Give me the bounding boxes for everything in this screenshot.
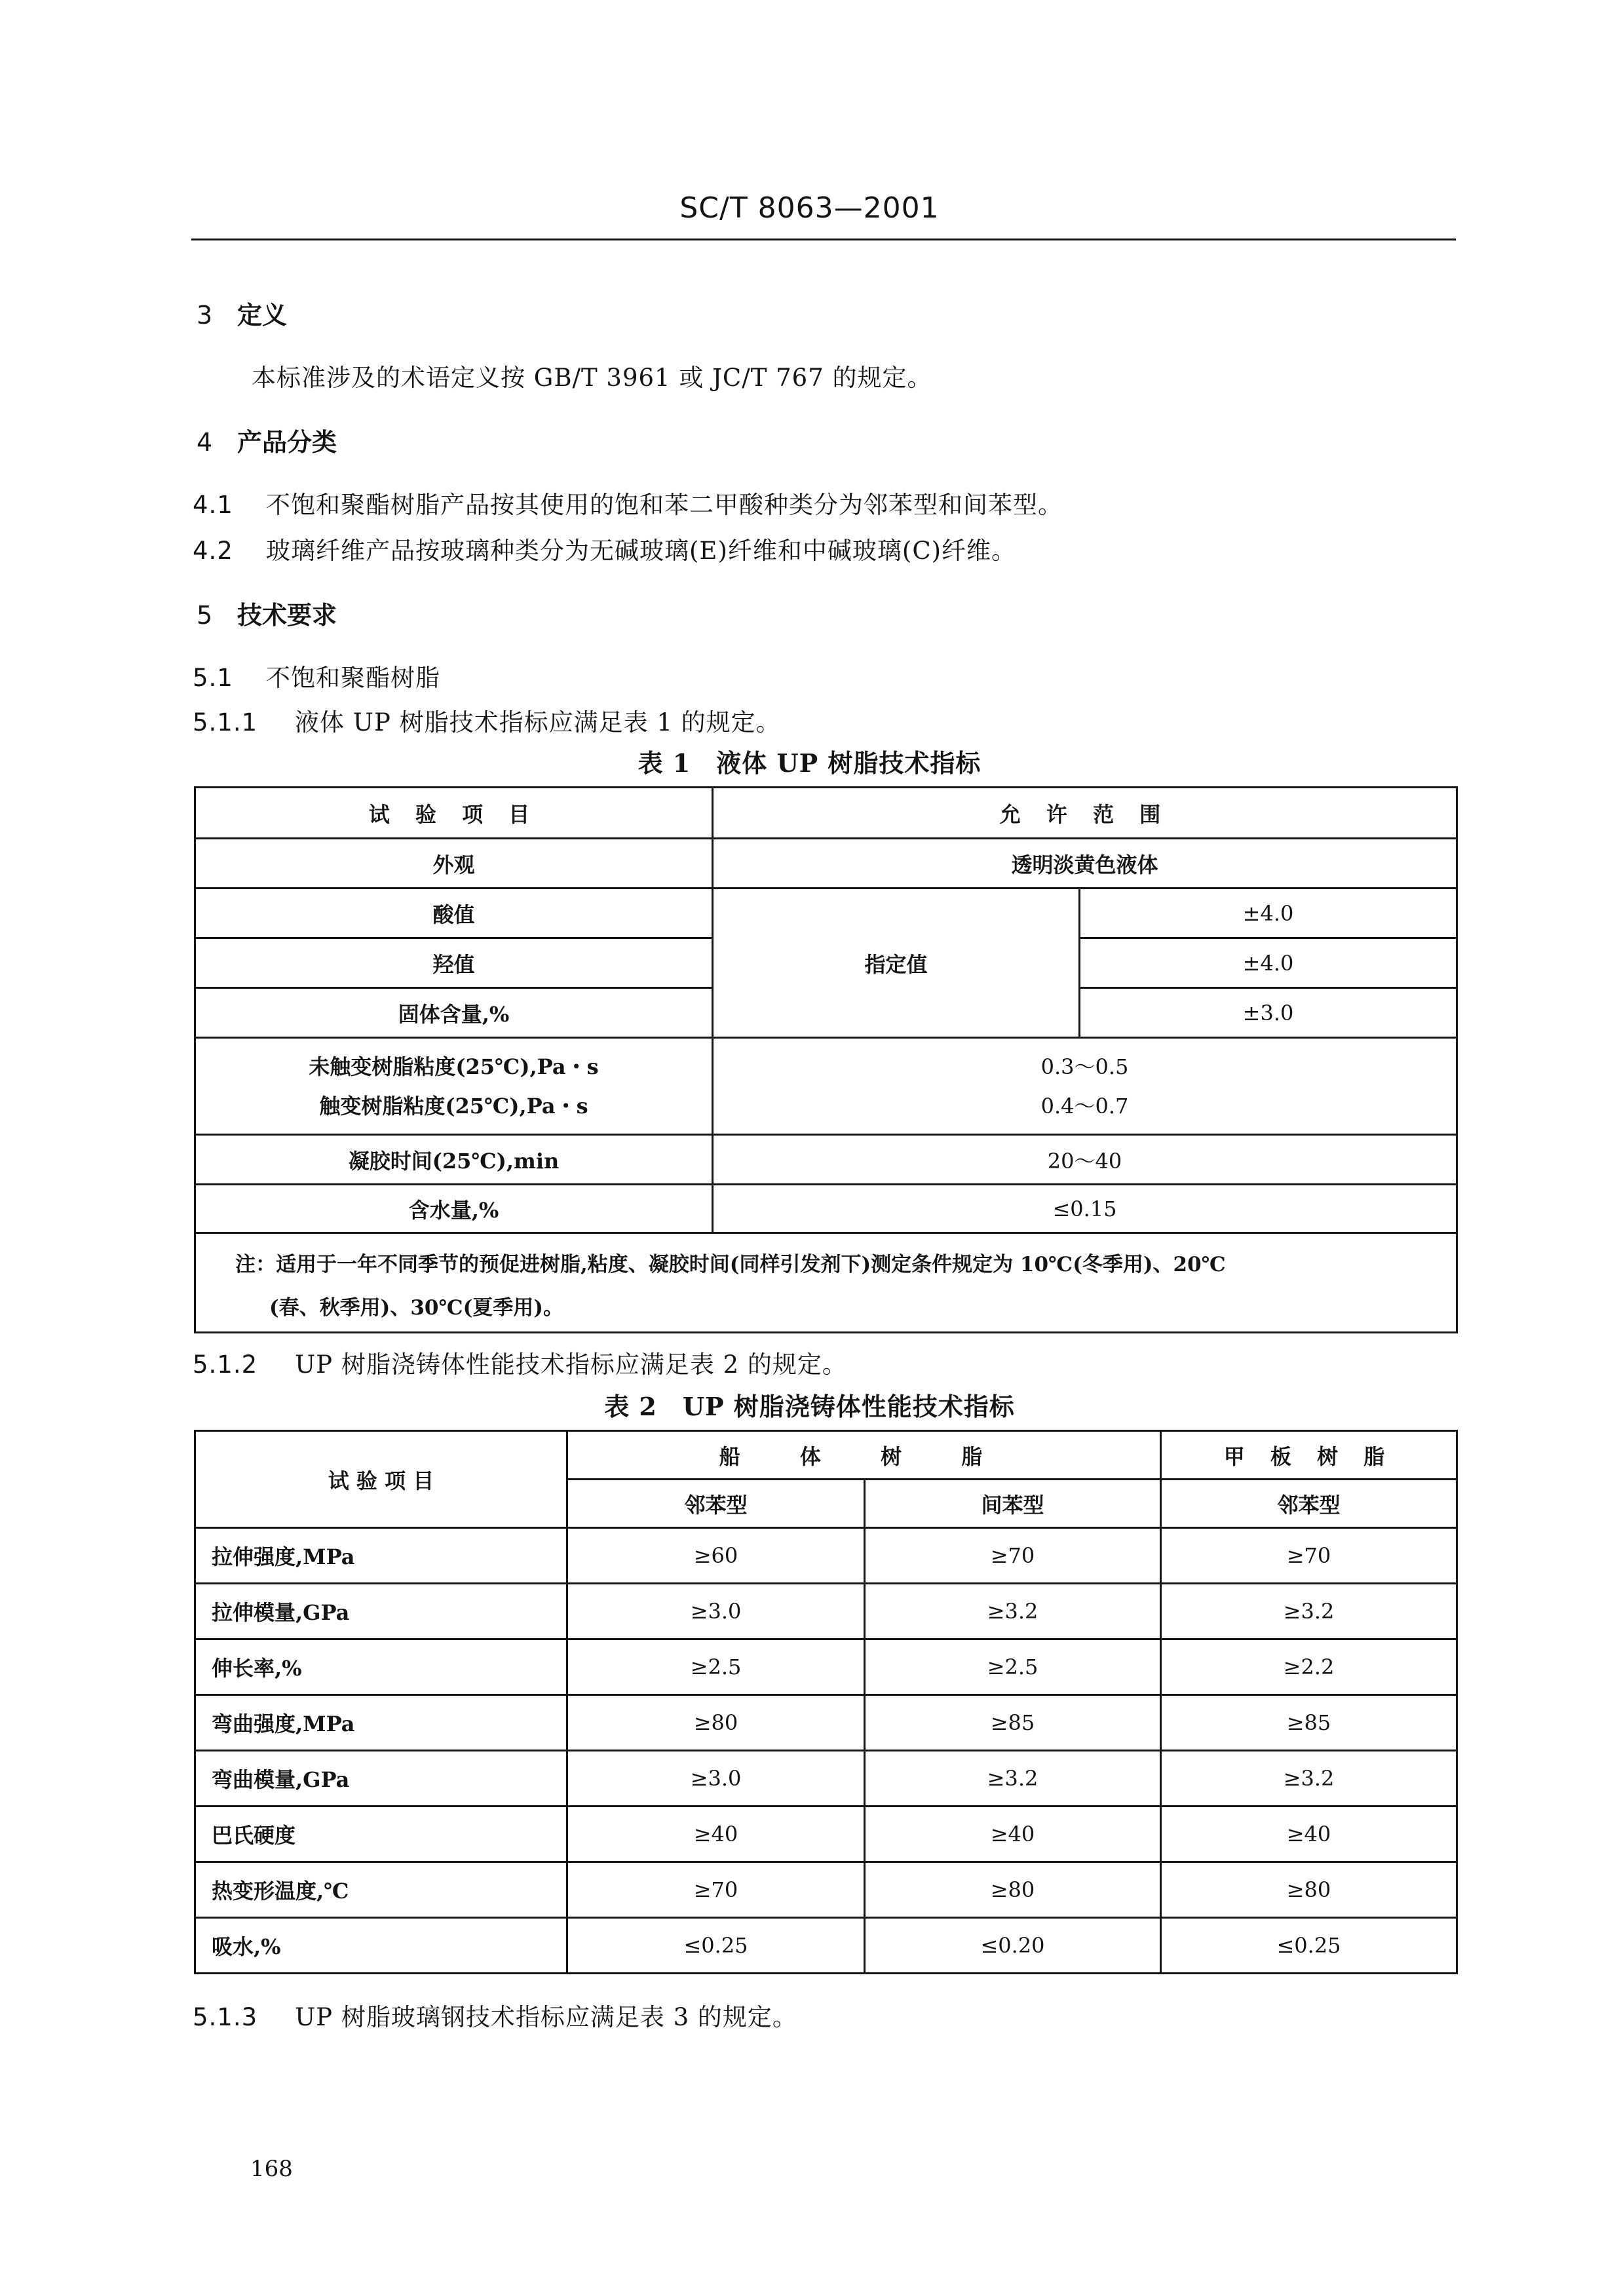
- table-2-cell: ≥80: [567, 1695, 865, 1751]
- clause-4-2: [193, 531, 1016, 566]
- clause-text: 液体 UP 树脂技术指标应满足表 1 的规定。: [295, 708, 781, 737]
- table-1-value: ≤0.15: [713, 1185, 1457, 1233]
- table-2-cell: ≥2.5: [865, 1639, 1161, 1695]
- table-1-viscosity-values: [713, 1038, 1457, 1135]
- clause-text: 不饱和聚酯树脂: [266, 664, 440, 692]
- table-2-row-label: 热变形温度,℃: [195, 1862, 567, 1918]
- table-2-row-label: 弯曲模量,GPa: [195, 1751, 567, 1807]
- table-2-row-label: 巴氏硬度: [195, 1807, 567, 1862]
- table-1: [194, 786, 1458, 1333]
- table-1-value: 透明淡黄色液体: [713, 839, 1457, 889]
- table-1-label: 固体含量,%: [195, 988, 713, 1038]
- table-2-row-label: 伸长率,%: [195, 1639, 567, 1695]
- section-title: 技术要求: [237, 600, 337, 630]
- table-1-note-line: 注：适用于一年不同季节的预促进树脂,粘度、凝胶时间(同样引发剂下)测定条件规定为 10℃(冬季用)、20℃: [235, 1253, 1226, 1276]
- table-2-cell: ≥3.0: [567, 1584, 865, 1639]
- clause-5-1-2: [193, 1345, 847, 1380]
- table-1-note-line: (春、秋季用)、30℃(夏季用)。: [269, 1296, 563, 1320]
- table-2-cell: ≥3.2: [865, 1751, 1161, 1807]
- table-row: [195, 1528, 1457, 1584]
- table-2-cell: ≥3.2: [1161, 1584, 1457, 1639]
- table-1-note: [195, 1233, 1457, 1333]
- table-2-header-item: 试 验 项 目: [195, 1431, 567, 1528]
- table-row: [195, 1862, 1457, 1918]
- table-2-cell: ≥70: [1161, 1528, 1457, 1584]
- table-1-tolerance: ±3.0: [1080, 988, 1457, 1038]
- table-2-row-label: 拉伸模量,GPa: [195, 1584, 567, 1639]
- clause-number: 5.1: [193, 664, 233, 692]
- table-1-value: 0.3～0.5: [1040, 1054, 1129, 1079]
- section-title: 定义: [237, 300, 288, 330]
- table-2-cell: ≥40: [567, 1807, 865, 1862]
- clause-number: 5.1.1: [193, 708, 258, 737]
- section-title: 产品分类: [237, 427, 337, 457]
- table-1-viscosity-labels: [195, 1038, 713, 1135]
- table-2-cell: ≥3.2: [1161, 1751, 1457, 1807]
- section-number: 4: [197, 428, 213, 457]
- table-2-cell: ≥2.2: [1161, 1639, 1457, 1695]
- section-3-text: 本标准涉及的术语定义按 GB/T 3961 或 JC/T 767 的规定。: [252, 364, 932, 392]
- clause-text: 不饱和聚酯树脂产品按其使用的饱和苯二甲酸种类分为邻苯型和间苯型。: [266, 491, 1063, 519]
- clause-number: 5.1.3: [193, 2003, 258, 2031]
- section-3-heading: [197, 295, 287, 331]
- table-1-label: 羟值: [195, 938, 713, 988]
- table-1-label: 未触变树脂粘度(25℃),Pa・s: [309, 1054, 599, 1079]
- table-2-cell: ≥70: [865, 1528, 1161, 1584]
- table-1-value: 20～40: [713, 1135, 1457, 1185]
- table-row: [195, 1751, 1457, 1807]
- clause-5-1-1: [193, 702, 781, 738]
- table-2-cell: ≥85: [865, 1695, 1161, 1751]
- table-2-cell: ≥80: [865, 1862, 1161, 1918]
- table-2-caption: 表 2 UP 树脂浇铸体性能技术指标: [604, 1392, 1015, 1421]
- table-2-col-deck-ortho: 邻苯型: [1161, 1480, 1457, 1528]
- table-row: [195, 1639, 1457, 1695]
- section-5-heading: [197, 595, 337, 631]
- table-1-header-item: 试 验 项 目: [195, 788, 713, 839]
- clause-4-1: [193, 485, 1063, 520]
- table-2-cell: ≥80: [1161, 1862, 1457, 1918]
- table-2-cell: ≥70: [567, 1862, 865, 1918]
- table-2-cell: ≥3.2: [865, 1584, 1161, 1639]
- page-number: 168: [250, 2156, 293, 2182]
- table-1-label: 酸值: [195, 889, 713, 938]
- table-2-cell: ≥85: [1161, 1695, 1457, 1751]
- table-1-label: 凝胶时间(25℃),min: [195, 1135, 713, 1185]
- table-2-cell: ≥2.5: [567, 1639, 865, 1695]
- header-rule: [191, 239, 1456, 240]
- table-2-cell: ≥40: [1161, 1807, 1457, 1862]
- table-2-row-label: 拉伸强度,MPa: [195, 1528, 567, 1584]
- clause-number: 5.1.2: [193, 1350, 258, 1379]
- table-2-header-hull: 船 体 树 脂: [567, 1431, 1161, 1480]
- table-row: [195, 1584, 1457, 1639]
- clause-number: 4.1: [193, 491, 233, 519]
- table-2-col-iso: 间苯型: [865, 1480, 1161, 1528]
- clause-number: 4.2: [193, 537, 233, 565]
- table-2-row-label: 吸水,%: [195, 1918, 567, 1974]
- section-number: 3: [197, 301, 213, 330]
- table-1-label: 含水量,%: [195, 1185, 713, 1233]
- table-1-specified-value: 指定值: [713, 889, 1080, 1038]
- clause-text: UP 树脂玻璃钢技术指标应满足表 3 的规定。: [295, 2003, 797, 2031]
- clause-text: 玻璃纤维产品按玻璃种类分为无碱玻璃(E)纤维和中碱玻璃(C)纤维。: [266, 537, 1017, 565]
- table-2-cell: ≥3.0: [567, 1751, 865, 1807]
- table-1-tolerance: ±4.0: [1080, 889, 1457, 938]
- table-row: [195, 1918, 1457, 1974]
- table-2-header-deck: 甲 板 树 脂: [1161, 1431, 1457, 1480]
- table-2-cell: ≥40: [865, 1807, 1161, 1862]
- table-1-tolerance: ±4.0: [1080, 938, 1457, 988]
- table-2-cell: ≤0.25: [1161, 1918, 1457, 1974]
- table-1-caption: 表 1 液体 UP 树脂技术指标: [638, 748, 981, 778]
- table-2: [194, 1430, 1458, 1974]
- table-row: [195, 1807, 1457, 1862]
- clause-5-1-3: [193, 1997, 797, 2033]
- section-number: 5: [197, 601, 213, 630]
- table-2-col-ortho: 邻苯型: [567, 1480, 865, 1528]
- table-2-cell: ≤0.20: [865, 1918, 1161, 1974]
- section-4-heading: [197, 422, 337, 458]
- standard-code-header: SC/T 8063—2001: [679, 191, 940, 225]
- table-1-label: 触变树脂粘度(25℃),Pa・s: [319, 1093, 588, 1119]
- table-2-cell: ≥60: [567, 1528, 865, 1584]
- table-1-value: 0.4～0.7: [1040, 1093, 1129, 1119]
- table-2-row-label: 弯曲强度,MPa: [195, 1695, 567, 1751]
- table-row: [195, 1695, 1457, 1751]
- table-1-header-range: 允 许 范 围: [713, 788, 1457, 839]
- clause-5-1: [193, 658, 440, 693]
- table-2-cell: ≤0.25: [567, 1918, 865, 1974]
- clause-text: UP 树脂浇铸体性能技术指标应满足表 2 的规定。: [295, 1350, 847, 1379]
- table-1-label: 外观: [195, 839, 713, 889]
